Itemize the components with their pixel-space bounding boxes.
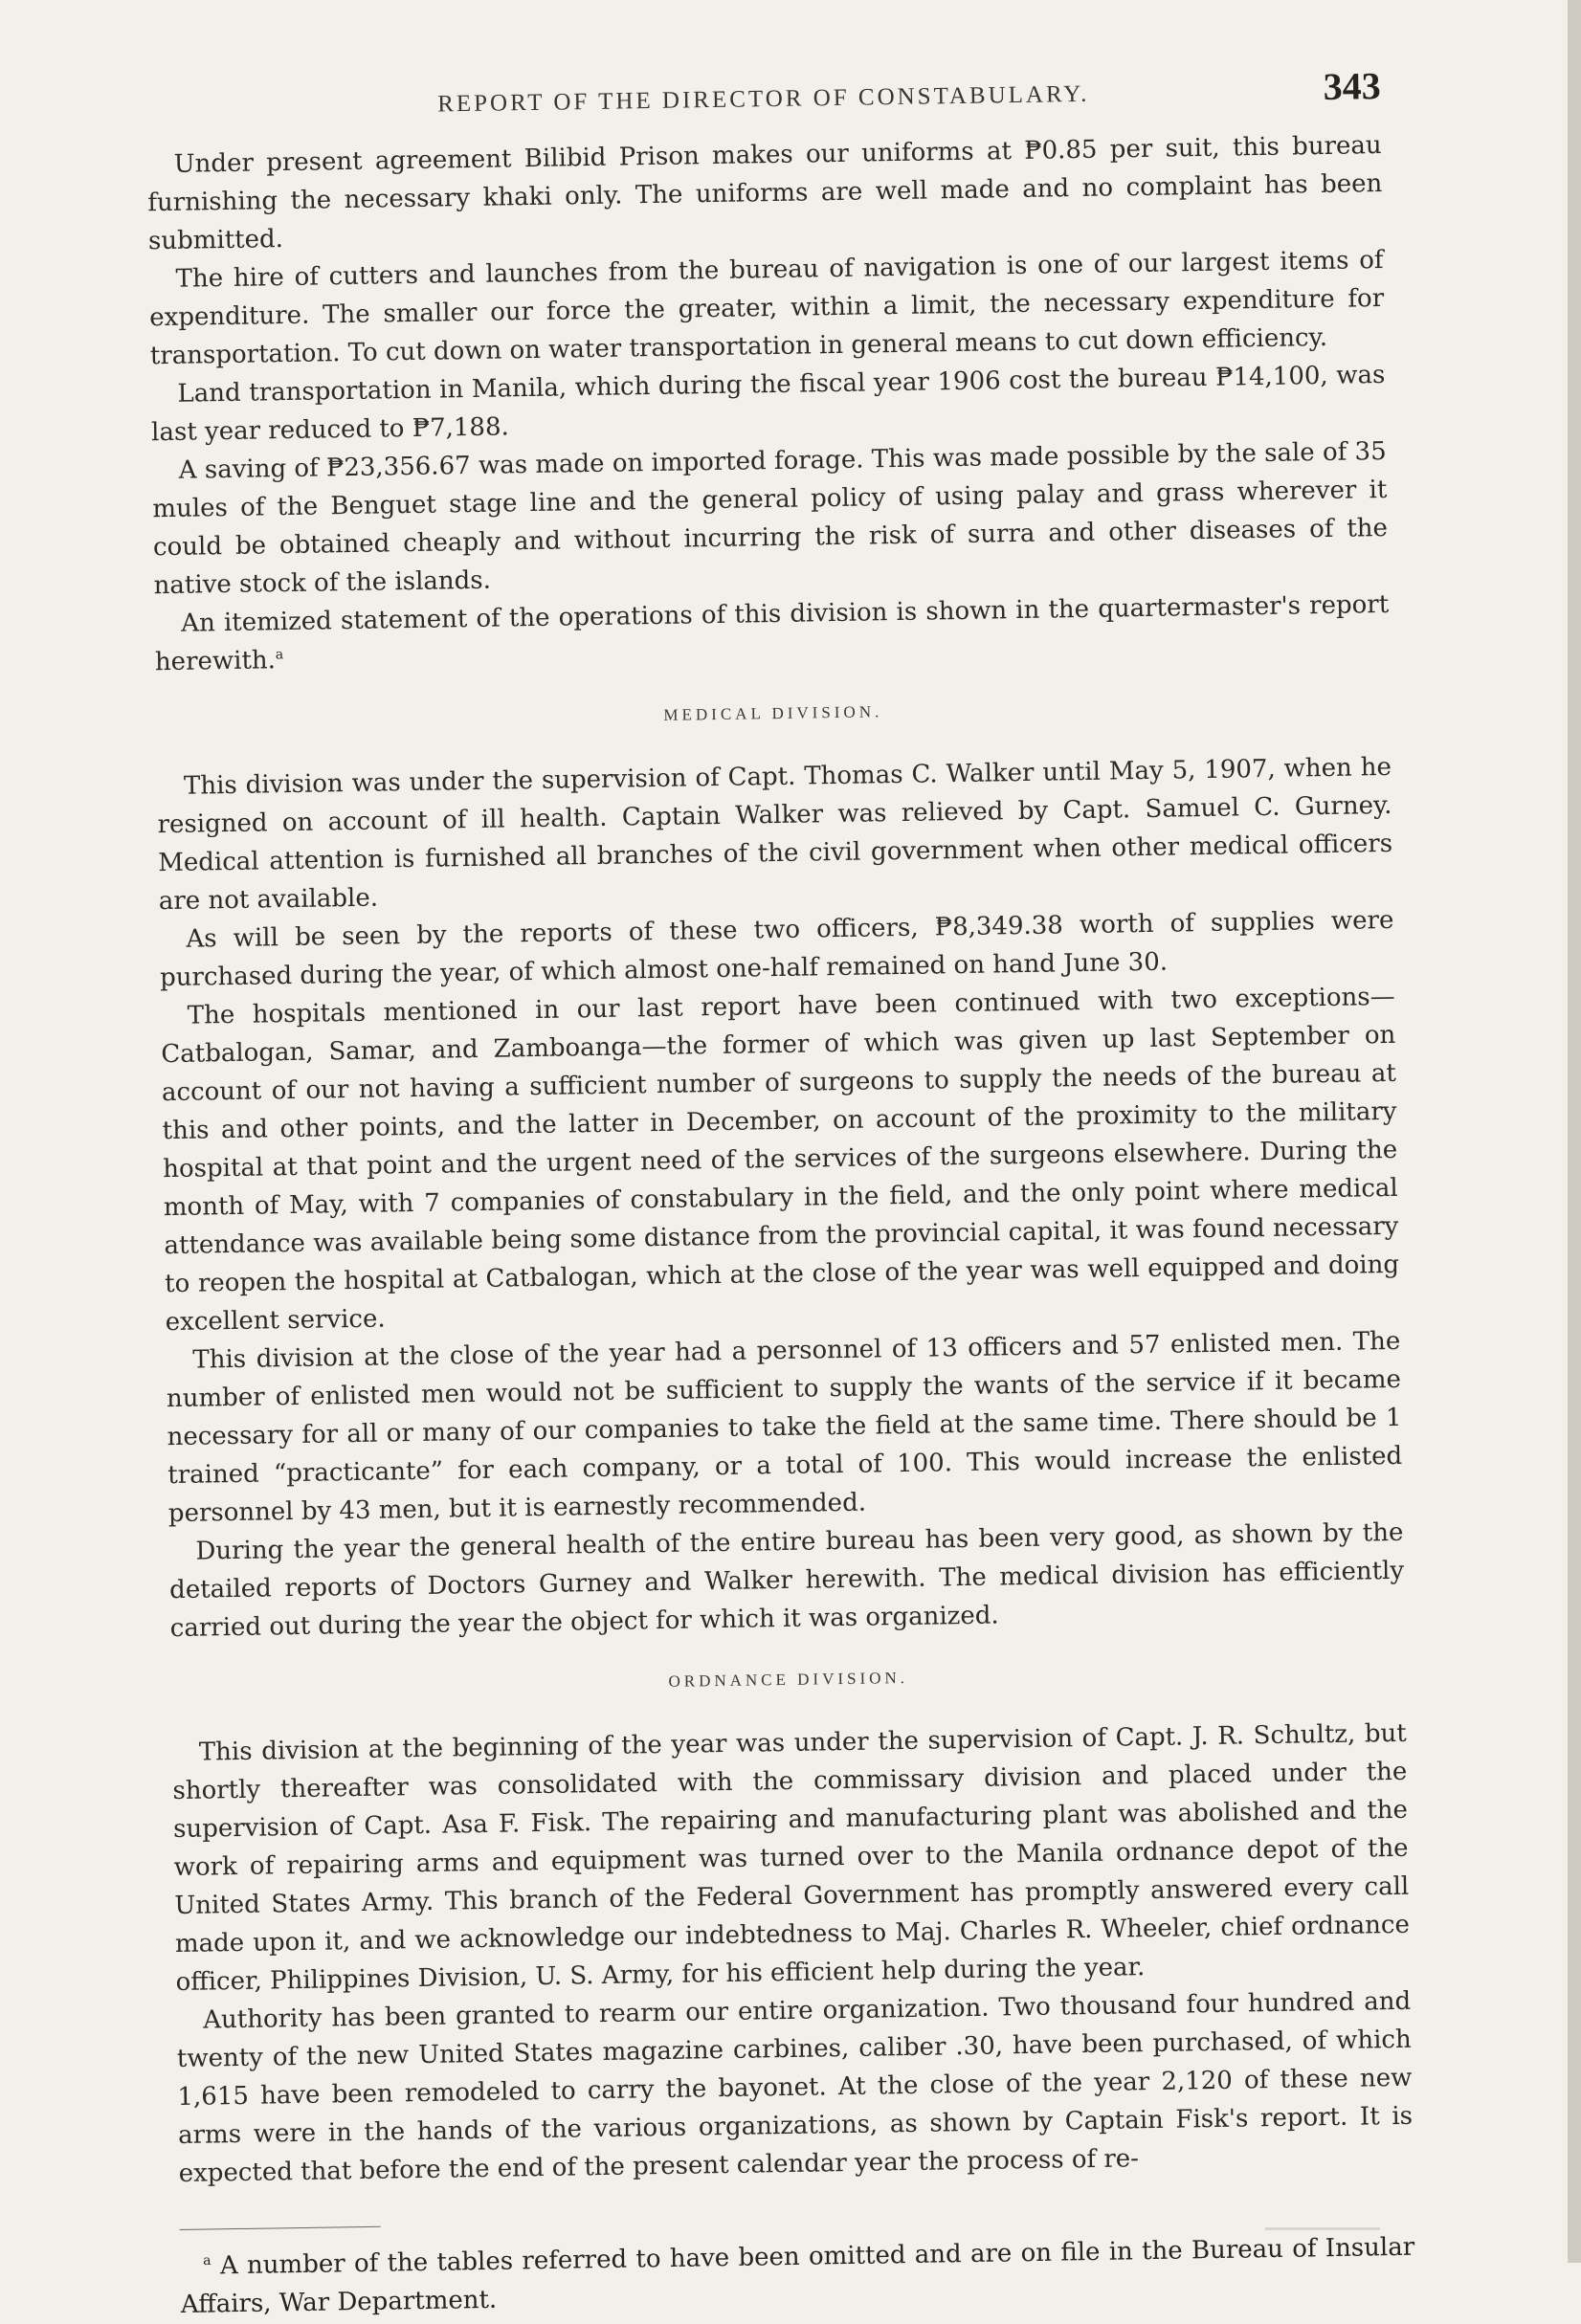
footnote — [180, 2228, 1415, 2324]
paragraph: The hospitals mentioned in our last report have been continued with two exceptions—Catbalogan, Samar, and Zamboanga—the former of which was given up last September on account of our not having a sufficient number of surgeons to supply the needs of the bureau at this and other points, and the latter in December, on account of the proximity to the military hospital at that point and the urgent need of the services of the surgeons elsewhere. During the month of May, with 7 companies of constabulary in the field, and the only point where medical attendance was available being some distance from the provincial capital, it was found necessary to reopen the hospital at Catbalogan, which at the close of the year was well equipped and doing excellent service. — [161, 982, 1400, 1338]
quartermaster-section — [146, 126, 1390, 681]
page-number: 343 — [1323, 64, 1381, 108]
paragraph: During the year the general health of the entire bureau has been very good, as shown by the detailed reports of Doctors Gurney and Walker herewith. The medical division has efficiently carried out during the year the object for which it was organized. — [168, 1517, 1405, 1644]
paragraph: A saving of ₱23,356.67 was made on imported forage. This was made possible by the sale of 35 mules of the Benguet stage line and the general policy of using palay and grass wherever it could be obtained cheaply and without incurring the risk of surra and other diseases of the native stock of the islands. — [152, 436, 1389, 601]
document-page — [145, 57, 1415, 2319]
page-binding-edge — [1568, 0, 1581, 2263]
paragraph: This division at the beginning of the year was under the supervision of Capt. J. R. Schultz, but shortly thereafter was consolidated with the commissary division and placed under the supervision of Capt. Asa F. Fisk. The repairing and manufacturing plant was abolished and the work of repairing arms and equipment was turned over to the Manila ordnance depot of the United States Army. This branch of the Federal Government has promptly answered every call made upon it, and we acknowledge our indebtedness to Maj. Charles R. Wheeler, chief ordnance officer, Philippines Division, U. S. Army, for his efficient help during the year. — [172, 1718, 1411, 1998]
footnote-text: A number of the tables referred to have been omitted and are on file in the Bureau of Insular Affairs, War Department. — [180, 2232, 1415, 2319]
paragraph: The hire of cutters and launches from the bureau of navigation is one of our largest items of expenditure. The smaller our force the greater, within a limit, the necessary expenditure for transportation. To cut down on water transportation in general means to cut down efficiency. — [149, 245, 1385, 371]
paragraph: As will be seen by the reports of these two officers, ₱8,349.38 worth of supplies were purchased during the year, of which almost one-half remained on hand June 30. — [159, 905, 1394, 993]
medical-section — [157, 748, 1405, 1648]
paragraph: Authority has been granted to rearm our entire organization. Two thousand four hundred and twenty of the new United States magazine carbines, caliber .30, have been purchased, of which 1,615 have been remodeled to carry the bayonet. At the close of the year 2,120 of these new arms were in the hands of the various organizations, as shown by Captain Fisk's report. It is expected that before the end of the present calendar year the process of re- — [176, 1986, 1414, 2188]
paragraph: This division was under the supervision of Capt. Thomas C. Walker until May 5, 1907, when he resigned on account of ill health. Captain Walker was relieved by Capt. Samuel C. Gurney. Medical attention is furnished all branches of the civil government when other medical officers are not available. — [157, 752, 1393, 917]
footnote-marker: a — [203, 2252, 212, 2269]
paragraph-text: An itemized statement of the operations of this division is shown in the quartermaster's report herewith. — [154, 589, 1390, 677]
ordnance-division-heading: ORDNANCE DIVISION. — [668, 1668, 909, 1691]
footnote-reference: a — [275, 647, 284, 663]
ordnance-section — [172, 1715, 1414, 2193]
paragraph: Land transportation in Manila, which during the fiscal year 1906 cost the bureau ₱14,100, was last year reduced to ₱7,188. — [150, 360, 1386, 448]
paragraph: This division at the close of the year had a personnel of 13 officers and 57 enlisted men. The number of enlisted men would not be sufficient to supply the wants of the service if it became necessary for all or many of our companies to take the field at the same time. There should be 1 trained “practicante” for each company, or a total of 100. This would increase the enlisted personnel by 43 men, but it is earnestly recommended. — [166, 1326, 1403, 1529]
footnote-divider — [180, 2226, 381, 2230]
paragraph: Under present agreement Bilibid Prison makes our uniforms at ₱0.85 per suit, this bureau furnishing the necessary khaki only. The uniforms are well made and no complaint has been submitted. — [147, 130, 1383, 256]
medical-division-heading: MEDICAL DIVISION. — [663, 702, 883, 724]
running-head: REPORT OF THE DIRECTOR OF CONSTABULARY. — [436, 80, 1090, 118]
